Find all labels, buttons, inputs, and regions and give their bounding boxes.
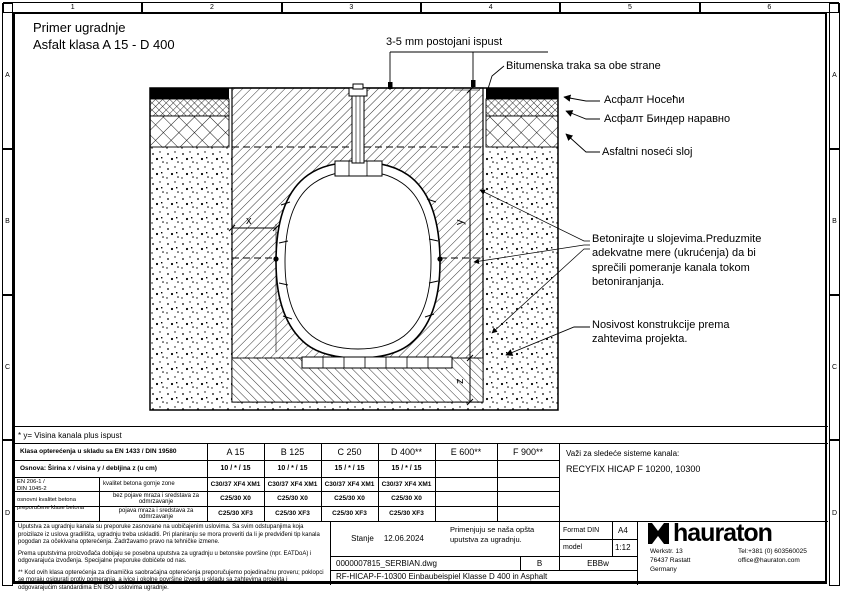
- frost-cell: C25/30 XF3: [389, 510, 424, 517]
- class-header: D 400**: [390, 446, 423, 457]
- scale-value: 1:12: [615, 543, 631, 552]
- systems-value: RECYFIX HICAP F 10200, 10300: [566, 464, 701, 474]
- callout-concreting: Betonirajte u slojevima.Preduzmite adekvatne mere (ukrućenja) da bi sprečili pomeranje kanala tokom betoniranjanja.: [592, 233, 762, 288]
- scale-label: model: [563, 544, 583, 551]
- quality-cell: C30/37 XF4 XM1: [210, 480, 261, 488]
- ruler-letter: D: [4, 509, 11, 517]
- class-header: E 600**: [450, 446, 482, 457]
- company-address3: Germany: [650, 566, 677, 573]
- file-name: 0000007815_SERBIAN.dwg: [336, 559, 437, 568]
- callout-gap: 3-5 mm postojani ispust: [386, 36, 503, 48]
- quality-cell: C30/37 XF4 XM1: [381, 480, 432, 488]
- dim-y-label: y: [454, 219, 466, 225]
- company-phone: Tel:+381 (0) 603560025: [738, 548, 807, 555]
- drawing-title: RF-HICAP-F-10300 Einbaubeispiel Klasse D 400 in Asphalt: [336, 572, 548, 581]
- class-header: A 15: [226, 446, 245, 457]
- ruler-letter: D: [831, 509, 838, 517]
- frost-cell: C25/30 XF3: [275, 510, 310, 517]
- dim-cell: 15 / * / 15: [391, 465, 422, 472]
- callout-asphalt-binder: Асфалт Биндер наравно: [604, 113, 731, 125]
- ruler-number: 5: [628, 4, 632, 11]
- class-header: B 125: [280, 446, 305, 457]
- installation-notes: [18, 524, 326, 595]
- callout-bitumen-tape: Bitumenska traka sa obe strane: [506, 60, 661, 72]
- no-frost-cell: C25/30 X0: [277, 495, 308, 502]
- ruler-number: 3: [349, 4, 354, 11]
- note-paragraph: Uputstva za ugradnju kanala su preporuke zasnovane na uobičajenim uslovima. Sa svim odstupanjima koja proizilaze iz uslova gradilišta, ugradnju treba uskladiti. Pri planiranju se mora proveriti da li je predviđeni tip kanala pogodan za očekivana opterećenja. Zadržavamo pravo na tehničke izmene.: [18, 524, 320, 545]
- status-date: 12.06.2024: [383, 534, 424, 543]
- note-paragraph: ** Kod ovih klasa opterećenja za dinamička saobraćajna opterećenja preporučujemo pojedinačnu proveru; poklopci se moraju osigurati protiv pomeranja, a ivice i okolne površine izvesti u skladu sa zahtevima projekta i odgovarajućim standardima EN ISO i uslovima ugradnje.: [18, 569, 324, 591]
- dim-cell: 10 / * / 15: [220, 465, 251, 472]
- code: EBBw: [587, 558, 609, 568]
- format-label: Format DIN: [563, 527, 600, 534]
- ruler-letter: B: [5, 218, 10, 226]
- callout-asphalt-base: Asfaltni noseći sloj: [602, 146, 693, 158]
- ruler-letter: A: [5, 72, 10, 80]
- quality-cell: C30/37 XF4 XM1: [267, 480, 318, 488]
- ruler-number: 4: [488, 4, 493, 11]
- ruler-letter: B: [832, 218, 837, 226]
- no-frost-cell: C25/30 X0: [391, 495, 422, 502]
- group-standard-2: DIN 1045-2: [17, 486, 47, 493]
- general-note-cell: Primenjuju se naša opšta uputstva za ugradnju.: [450, 525, 535, 544]
- ruler-letter: A: [832, 72, 837, 80]
- table-row3-label: kvalitet betona gornje zone: [103, 481, 175, 487]
- table-row5-label: pojava mraza i sredstava za odmrzavanje: [118, 507, 194, 520]
- company-address1: Werkstr. 13: [650, 548, 683, 555]
- table-foundation-label: Osnova: Širina x / visina y / debljina z (u cm): [20, 465, 157, 472]
- ruler-letter: C: [831, 363, 838, 371]
- callout-asphalt-wearing: Асфалт Носећи: [604, 94, 685, 106]
- callout-bearing: Nosivost konstrukcije prema zahtevima projekta.: [592, 319, 730, 346]
- ruler-number: 1: [70, 4, 75, 11]
- table-row4-label: bez pojave mraza i sredstava za odmrzavanje: [112, 492, 200, 505]
- table-load-class-label: Klasa opterećenja u skladu sa EN 1433 / DIN 19580: [20, 448, 177, 455]
- status-cell: [330, 521, 445, 556]
- format-value: A4: [618, 526, 628, 535]
- company-address2: 76437 Rastatt: [650, 557, 691, 564]
- quality-cell: C30/37 XF4 XM1: [324, 480, 375, 488]
- dim-z-label: z: [454, 378, 466, 384]
- no-frost-cell: C25/30 X0: [334, 495, 365, 502]
- ruler-number: 6: [767, 4, 772, 11]
- class-header: F 900**: [512, 446, 544, 457]
- dim-cell: 15 / * / 15: [334, 465, 365, 472]
- hauraton-logo-icon: [648, 523, 669, 544]
- status-label: Stanje: [351, 534, 374, 543]
- frost-cell: C25/30 XF3: [218, 510, 253, 517]
- page-title-line2: Asfalt klasa A 15 - D 400: [33, 37, 175, 52]
- footnote-y: * y= Visina kanala plus ispust: [18, 431, 122, 440]
- no-frost-cell: C25/30 X0: [220, 495, 251, 502]
- table-group-cell: [17, 479, 97, 512]
- class-header: C 250: [337, 446, 362, 457]
- group-body-2: preporučene klase betona: [17, 504, 85, 511]
- group-body-1: osnovni kvalitet betona: [17, 497, 76, 504]
- revision: B: [536, 558, 543, 568]
- systems-label: Važi za sledeće sisteme kanala:: [566, 449, 680, 458]
- ruler-letter: C: [4, 363, 11, 371]
- note-paragraph: Prema uputstvima proizvođača dobijaju se posebna uputstva za ugradnju u betonske površine (npr. EATDoA) i odgovarajuća izvođenja. Specijalne preporuke dobićete od nas.: [18, 550, 312, 564]
- group-standard-1: EN 206-1 /: [17, 479, 45, 485]
- dim-x-label: x: [246, 215, 252, 227]
- company-email: office@hauraton.com: [738, 557, 800, 564]
- company-name: hauraton: [673, 519, 772, 547]
- frost-cell: C25/30 XF3: [332, 510, 367, 517]
- page-title-line1: Primer ugradnje: [33, 20, 126, 35]
- ruler-number: 2: [210, 4, 214, 11]
- dim-cell: 10 / * / 15: [277, 465, 308, 472]
